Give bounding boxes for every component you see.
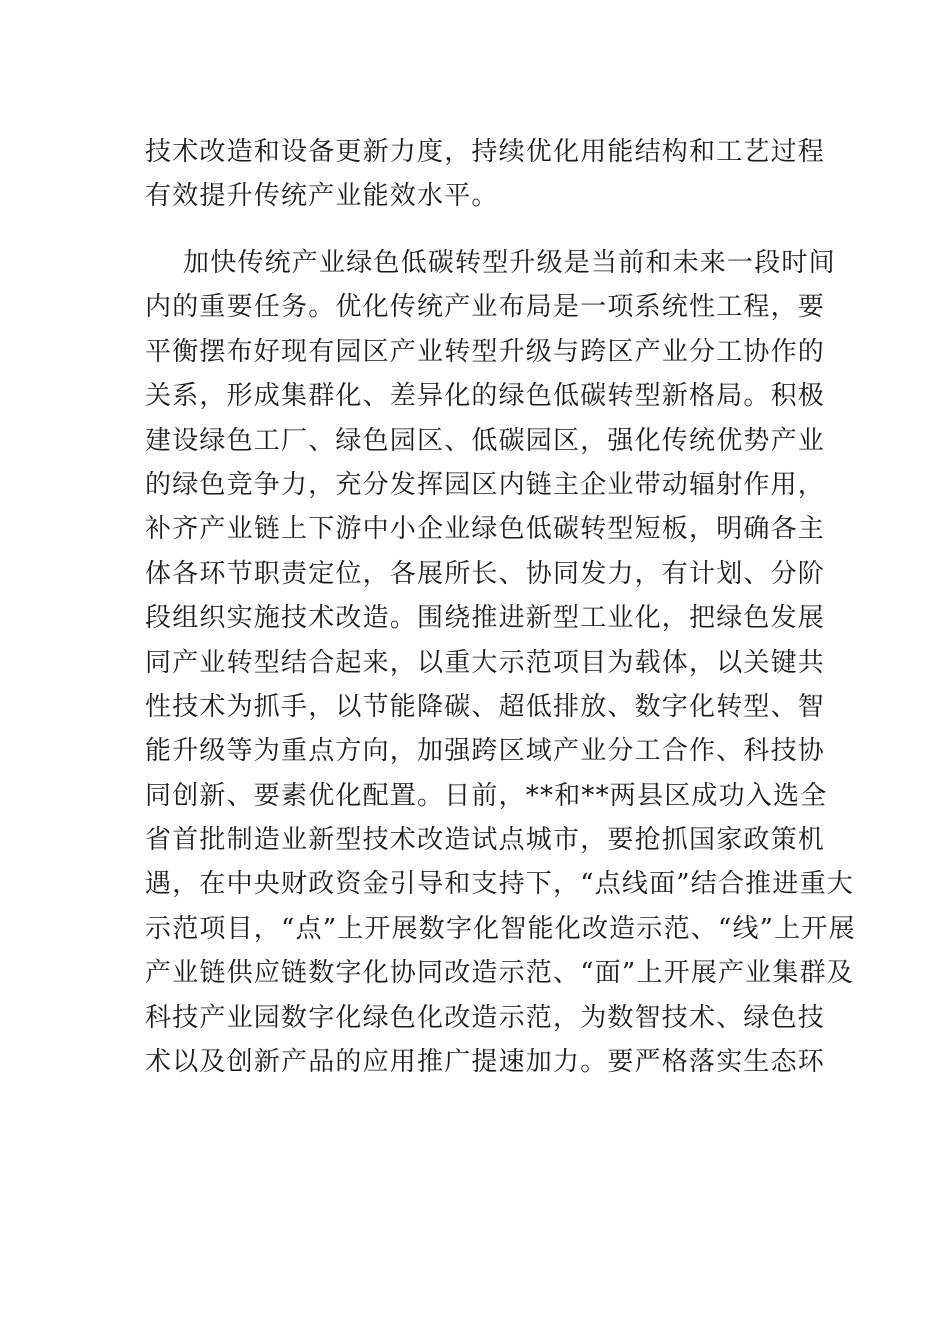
paragraph-2: [145, 241, 856, 1084]
paragraph-2-line-2: 内的重要任务。优化传统产业布局是一项系统性工程，要: [145, 292, 826, 323]
paragraph-2-line-10: 同产业转型结合起来，以重大示范项目为载体，以关键共: [145, 647, 826, 678]
paragraph-2-line-14: 省首批制造业新型技术改造试点城市，要抢抓国家政策机: [145, 825, 826, 856]
paragraph-2-line-1: 加快传统产业绿色低碳转型升级是当前和未来一段时间: [183, 248, 836, 278]
paragraph-2-line-12: 能升级等为重点方向，加强跨区域产业分工合作、科技协: [145, 736, 826, 767]
paragraph-2-line-11: 性技术为抓手，以节能降碳、超低排放、数字化转型、智: [145, 691, 826, 722]
paragraph-2-line-17: 产业链供应链数字化协同改造示范、“面”上开展产业集群及: [145, 958, 854, 989]
paragraph-2-line-15: 遇，在中央财政资金引导和支持下，“点线面”结合推进重大: [145, 869, 854, 900]
paragraph-2-line-5: 建设绿色工厂、绿色园区、低碳园区，强化传统优势产业: [145, 425, 826, 456]
paragraph-1-line-1: 技术改造和设备更新力度，持续优化用能结构和工艺过程: [145, 137, 826, 167]
paragraph-2-line-3: 平衡摆布好现有园区产业转型升级与跨区产业分工协作的: [145, 336, 826, 367]
paragraph-1-line-2: 有效提升传统产业能效水平。: [145, 181, 499, 212]
paragraph-2-line-16: 示范项目，“点”上开展数字化智能化改造示范、“线”上开展: [145, 913, 856, 944]
paragraph-2-line-19: 术以及创新产品的应用推广提速加力。要严格落实生态环: [145, 1047, 826, 1078]
paragraph-2-line-7: 补齐产业链上下游中小企业绿色低碳转型短板，明确各主: [145, 514, 826, 545]
paragraph-2-line-13: 同创新、要素优化配置。日前，**和**两县区成功入选全: [145, 780, 828, 811]
paragraph-2-line-4: 关系，形成集群化、差异化的绿色低碳转型新格局。积极: [145, 381, 826, 412]
paragraph-2-line-8: 体各环节职责定位，各展所长、协同发力，有计划、分阶: [145, 558, 826, 589]
paragraph-1: [145, 130, 826, 219]
paragraph-2-line-6: 的绿色竞争力，充分发挥园区内链主企业带动辐射作用，: [145, 469, 826, 500]
paragraph-2-line-9: 段组织实施技术改造。围绕推进新型工业化，把绿色发展: [145, 603, 826, 634]
paragraph-2-line-18: 科技产业园数字化绿色化改造示范，为数智技术、绿色技: [145, 1002, 826, 1033]
